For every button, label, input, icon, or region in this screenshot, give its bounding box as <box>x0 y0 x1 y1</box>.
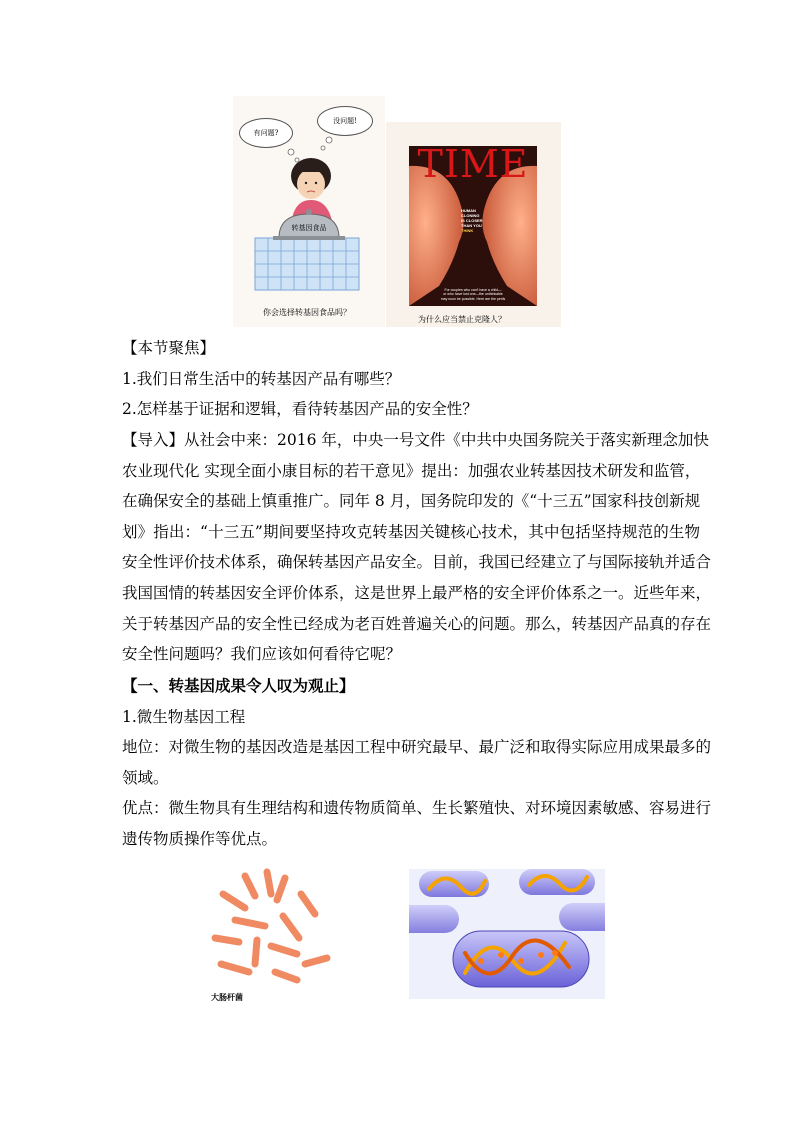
intro-paragraph <box>122 425 712 670</box>
magazine-headline <box>461 208 491 233</box>
focus-question-1: 1.我们日常生活中的转基因产品有哪些？ <box>122 369 401 388</box>
status-line: 领域。 <box>122 768 169 787</box>
magazine-footer <box>413 288 533 301</box>
magazine-cover <box>409 146 537 306</box>
bubble-left-text: 有问题? <box>253 129 279 137</box>
magazine-caption: 为什么应当禁止克隆人？ <box>418 315 506 324</box>
advantage-line: 遗传物质操作等优点。 <box>122 829 278 848</box>
headline-line: HUMAN <box>461 208 476 213</box>
dna-capsules-illustration <box>409 869 605 999</box>
headline-line: IS CLOSER <box>461 218 483 223</box>
dna-capsules-figure <box>409 869 605 999</box>
intro-line: 我国国情的转基因安全评价体系，这是世界上最严格的安全评价体系之一。近些年来， <box>122 583 712 602</box>
focus-question-2: 2.怎样基于证据和逻辑，看待转基因产品的安全性？ <box>122 400 478 419</box>
intro-line: 【导入】从社会中来：2016 年，中央一号文件《中共中央国务院关于落实新理念加快 <box>122 431 709 449</box>
headline-line: THAN YOU <box>461 223 482 228</box>
focus-heading: 【本节聚焦】 <box>122 339 216 357</box>
cartoon-caption: 你会选择转基因食品吗？ <box>263 308 351 317</box>
magazine-figure <box>386 122 561 327</box>
focus-section <box>122 333 700 425</box>
dish-label: 转基因食品 <box>291 224 327 232</box>
intro-line: 农业现代化 实现全面小康目标的若干意见》提出：加强农业转基因技术研发和监管， <box>122 461 701 480</box>
bacteria-caption: 大肠杆菌 <box>211 992 243 1002</box>
subsection-heading: 1.微生物基因工程 <box>122 707 246 726</box>
cartoon-figure <box>233 96 385 327</box>
intro-line: 安全性问题吗？我们应该如何看待它呢？ <box>122 645 402 664</box>
bacteria-figure <box>205 868 340 1008</box>
section-1 <box>122 671 712 855</box>
headline-line: CLONING <box>461 213 480 218</box>
bubble-right-text: 没问题! <box>333 117 357 125</box>
footer-line: may soon be possible. Here are the perils <box>440 296 506 301</box>
intro-line: 划》指出：“十三五”期间要坚持攻克转基因关键核心技术，其中包括坚持规范的生物 <box>122 522 700 541</box>
intro-line: 关于转基因产品的安全性已经成为老百姓普遍关心的问题。那么，转基因产品真的存在 <box>122 614 712 633</box>
magazine-masthead: TIME <box>417 146 529 186</box>
intro-line: 安全性评价技术体系，确保转基因产品安全。目前，我国已经建立了与国际接轨并适合 <box>122 553 712 572</box>
e-coli-illustration <box>205 868 340 988</box>
girl-at-table-illustration <box>233 96 385 296</box>
section-1-heading: 【一、转基因成果令人叹为观止】 <box>122 676 355 695</box>
footer-line: For couples who can't have a child— <box>444 288 502 292</box>
intro-line: 在确保安全的基础上慎重推广。同年 8 月，国务院印发的《“十三五”国家科技创新规 <box>122 492 701 511</box>
footer-line: or who have lost one—the unthinkable <box>443 292 503 297</box>
headline-line: THINK <box>461 228 474 233</box>
status-line: 地位：对微生物的基因改造是基因工程中研究最早、最广泛和取得实际应用成果最多的 <box>122 738 712 757</box>
advantage-line: 优点：微生物具有生理结构和遗传物质简单、生长繁殖快、对环境因素敏感、容易进行 <box>122 799 712 818</box>
